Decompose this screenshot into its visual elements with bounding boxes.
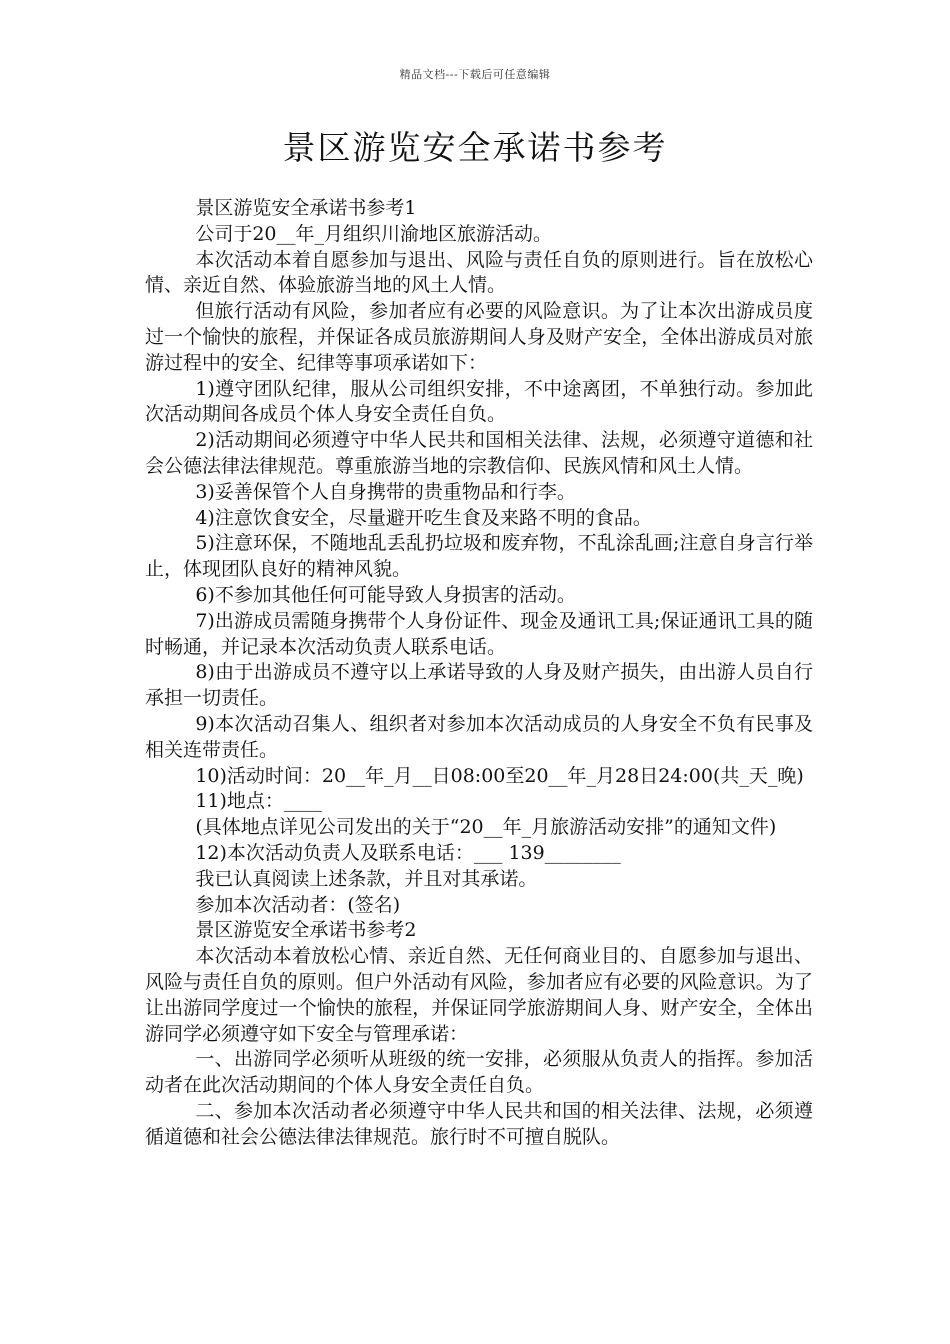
list-item: 11)地点：____ — [195, 790, 322, 813]
section-heading: 景区游览安全承诺书参考2 — [195, 919, 417, 942]
list-item: 6)不参加其他任何可能导致人身损害的活动。 — [195, 583, 576, 606]
list-item: 9)本次活动召集人、组织者对参加本次活动成员的人身安全不负有民事及相关连带责任。 — [145, 712, 813, 761]
paragraph: 但旅行活动有风险，参加者应有必要的风险意识。为了让本次出游成员度过一个愉快的旅程，并保证各成员旅游期间人身及财产安全，全体出游成员对旅游过程中的安全、纪律等事项承诺如下： — [145, 300, 813, 374]
list-item: 5)注意环保，不随地乱丢乱扔垃圾和废弃物，不乱涂乱画;注意自身言行举止，体现团队良好的精神风貌。 — [145, 532, 813, 581]
list-item: 10)活动时间：20__年_月__日08:00至20__年_月28日24:00(共_天_晚) — [195, 764, 804, 787]
section-heading: 景区游览安全承诺书参考1 — [195, 197, 417, 219]
list-item: 二、参加本次活动者必须遵守中华人民共和国的相关法律、法规，必须遵循道德和社会公德法律法律规范。旅行时不可擅自脱队。 — [145, 1099, 813, 1148]
paragraph: 本次活动本着自愿参加与退出、风险与责任自负的原则进行。旨在放松心情、亲近自然、体验旅游当地的风土人情。 — [145, 248, 813, 297]
list-item: 7)出游成员需随身携带个人身份证件、现金及通讯工具;保证通讯工具的随时畅通，并记录本次活动负责人联系电话。 — [145, 609, 813, 658]
list-item: 4)注意饮食安全，尽量避开吃生食及来路不明的食品。 — [195, 506, 652, 529]
document-title: 景区游览安全承诺书参考 — [282, 128, 668, 167]
signature-line: 参加本次活动者：(签名) — [195, 893, 401, 916]
list-item: 12)本次活动负责人及联系电话：___ 139________ — [195, 841, 621, 864]
paragraph: 我已认真阅读上述条款，并且对其承诺。 — [195, 867, 538, 890]
list-item: 3)妥善保管个人自身携带的贵重物品和行李。 — [195, 480, 576, 503]
list-item: 2)活动期间必须遵守中华人民共和国相关法律、法规，必须遵守道德和社会公德法律法律规范。尊重旅游当地的宗教信仰、民族风情和风土人情。 — [145, 429, 813, 477]
paragraph: (具体地点详见公司发出的关于“20__年_月旅游活动安排”的通知文件) — [195, 816, 777, 839]
paragraph: 公司于20__年_月组织川渝地区旅游活动。 — [195, 222, 553, 245]
list-item: 1)遵守团队纪律，服从公司组织安排，不中途离团，不单独行动。参加此次活动期间各成员个体人身安全责任自负。 — [145, 377, 813, 426]
paragraph: 本次活动本着放松心情、亲近自然、无任何商业目的、自愿参加与退出、风险与责任自负的原则。但户外活动有风险，参加者应有必要的风险意识。为了让出游同学度过一个愉快的旅程，并保证同学旅游期间人身、财产安全，全体出游同学必须遵守如下安全与管理承诺： — [145, 945, 813, 1045]
list-item: 一、出游同学必须听从班级的统一安排，必须服从负责人的指挥。参加活动者在此次活动期间的个体人身安全责任自负。 — [145, 1048, 813, 1097]
document-body — [145, 196, 813, 1150]
header-note: 精品文档---下载后可任意编辑 — [399, 68, 551, 81]
list-item: 8)由于出游成员不遵守以上承诺导致的人身及财产损失，由出游人员自行承担一切责任。 — [145, 661, 813, 710]
